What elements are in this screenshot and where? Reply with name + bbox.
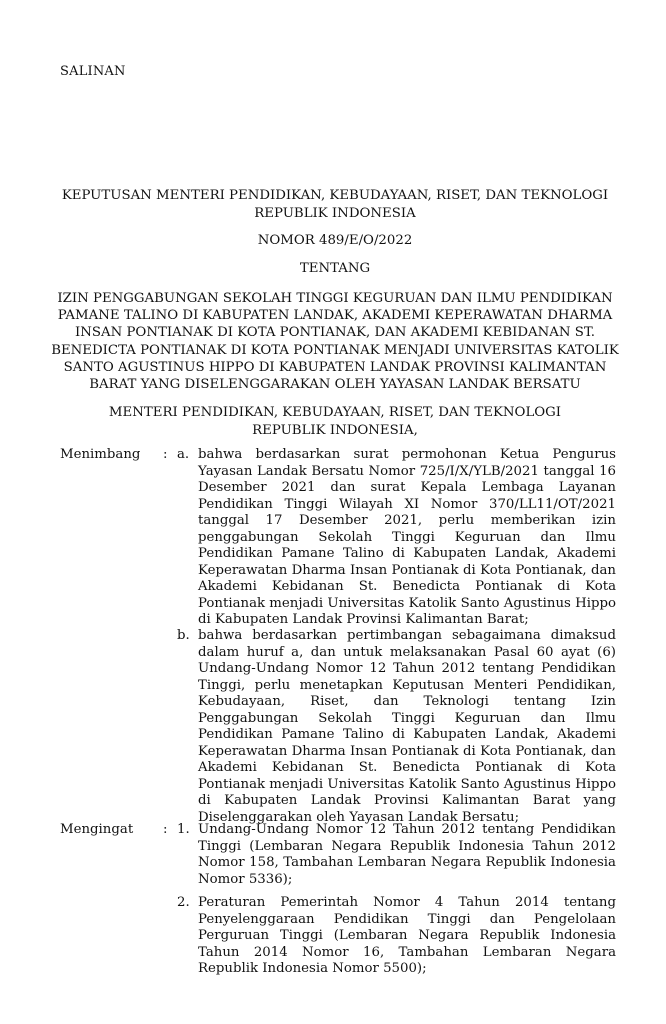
item-marker: 1. [177,822,190,837]
subject-line: SANTO AGUSTINUS HIPPO DI KABUPATEN LANDAK PROVINSI KALIMANTAN [63,359,607,375]
minister-line-2: REPUBLIK INDONESIA, [252,423,418,438]
mengingat-colon: : [163,822,168,837]
item-text: bahwa berdasarkan pertimbangan sebagaimana dimaksud dalam huruf a, dan untuk melaksanakan Pasal 60 ayat (6) Undang-Undang Nomor 12 Tahun 2012 tentang Pendidikan Tinggi, perlu menetapkan Keputusan Menteri Pendidikan, Kebudayaan, Riset, dan Teknologi tentang Izin Penggabungan Sekolah Tinggi Keguruan dan Ilmu Pendidikan Pamane Talino di Kabupaten Landak, Akademi Keperawatan Dharma Insan Pontianak di Kota Pontianak, dan Akademi Kebidanan St. Benedicta Pontianak di Kota Pontianak menjadi Universitas Katolik Santo Agustinus Hippo di Kabupaten Landak Provinsi Kalimantan Barat yang Diselenggarakan oleh Yayasan Landak Bersatu; [198,628,616,825]
salinan-label: SALINAN [60,64,126,79]
mengingat-label: Mengingat [60,822,134,837]
title-line-1: KEPUTUSAN MENTERI PENDIDIKAN, KEBUDAYAAN, RISET, DAN TEKNOLOGI [61,188,609,203]
menimbang-label: Menimbang [60,447,141,462]
item-text: Undang-Undang Nomor 12 Tahun 2012 tentang Pendidikan Tinggi (Lembaran Negara Republik Indonesia Tahun 2012 Nomor 158, Tambahan Lembaran Negara Republik Indonesia Nomor 5336); [198,822,616,887]
item-text: Peraturan Pemerintah Nomor 4 Tahun 2014 tentang Penyelenggaraan Pendidikan Tinggi dan Pengelolaan Perguruan Tinggi (Lembaran Negara Republik Indonesia Tahun 2014 Nomor 16, Tambahan Lembaran Negara Republik Indonesia Nomor 5500); [198,895,616,976]
title-line-2: REPUBLIK INDONESIA [254,206,416,221]
subject-line: BARAT YANG DISELENGGARAKAN OLEH YAYASAN LANDAK BERSATU [89,377,581,393]
subject-line: PAMANE TALINO DI KABUPATEN LANDAK, AKADEMI KEPERAWATAN DHARMA [57,308,613,324]
document-title [40,187,630,223]
item-marker: a. [177,447,190,462]
subject-line: INSAN PONTIANAK DI KOTA PONTIANAK, DAN AKADEMI KEBIDANAN ST. [75,325,595,341]
item-marker: b. [177,628,190,643]
subject-line: IZIN PENGGABUNGAN SEKOLAH TINGGI KEGURUAN DAN ILMU PENDIDIKAN [57,291,613,306]
minister-heading [40,404,630,440]
item-marker: 2. [177,895,190,910]
subject-line: BENEDICTA PONTIANAK DI KOTA PONTIANAK MENJADI UNIVERSITAS KATOLIK [51,342,619,358]
mengingat-item-2 [177,895,616,978]
mengingat-item-1 [177,822,616,888]
tentang-heading: TENTANG [299,261,371,276]
item-text: bahwa berdasarkan surat permohonan Ketua Pengurus Yayasan Landak Bersatu Nomor 725/I/X/YLB/2021 tanggal 16 Desember 2021 dan surat Kepala Lembaga Layanan Pendidikan Tinggi Wilayah XI Nomor 370/LL11/OT/2021 tanggal 17 Desember 2021, perlu memberikan izin penggabungan Sekolah Tinggi Keguruan dan Ilmu Pendidikan Pamane Talino di Kabupaten Landak, Akademi Keperawatan Dharma Insan Pontianak di Kota Pontianak, dan Akademi Kebidanan St. Benedicta Pontianak di Kota Pontianak menjadi Universitas Katolik Santo Agustinus Hippo di Kabupaten Landak Provinsi Kalimantan Barat; [198,447,616,627]
document-number: NOMOR 489/E/O/2022 [257,233,413,248]
menimbang-item-b [177,628,616,826]
menimbang-colon: : [163,447,168,462]
menimbang-item-a [177,447,616,629]
document-subject [40,290,630,393]
minister-line-1: MENTERI PENDIDIKAN, KEBUDAYAAN, RISET, DAN TEKNOLOGI [108,405,562,420]
